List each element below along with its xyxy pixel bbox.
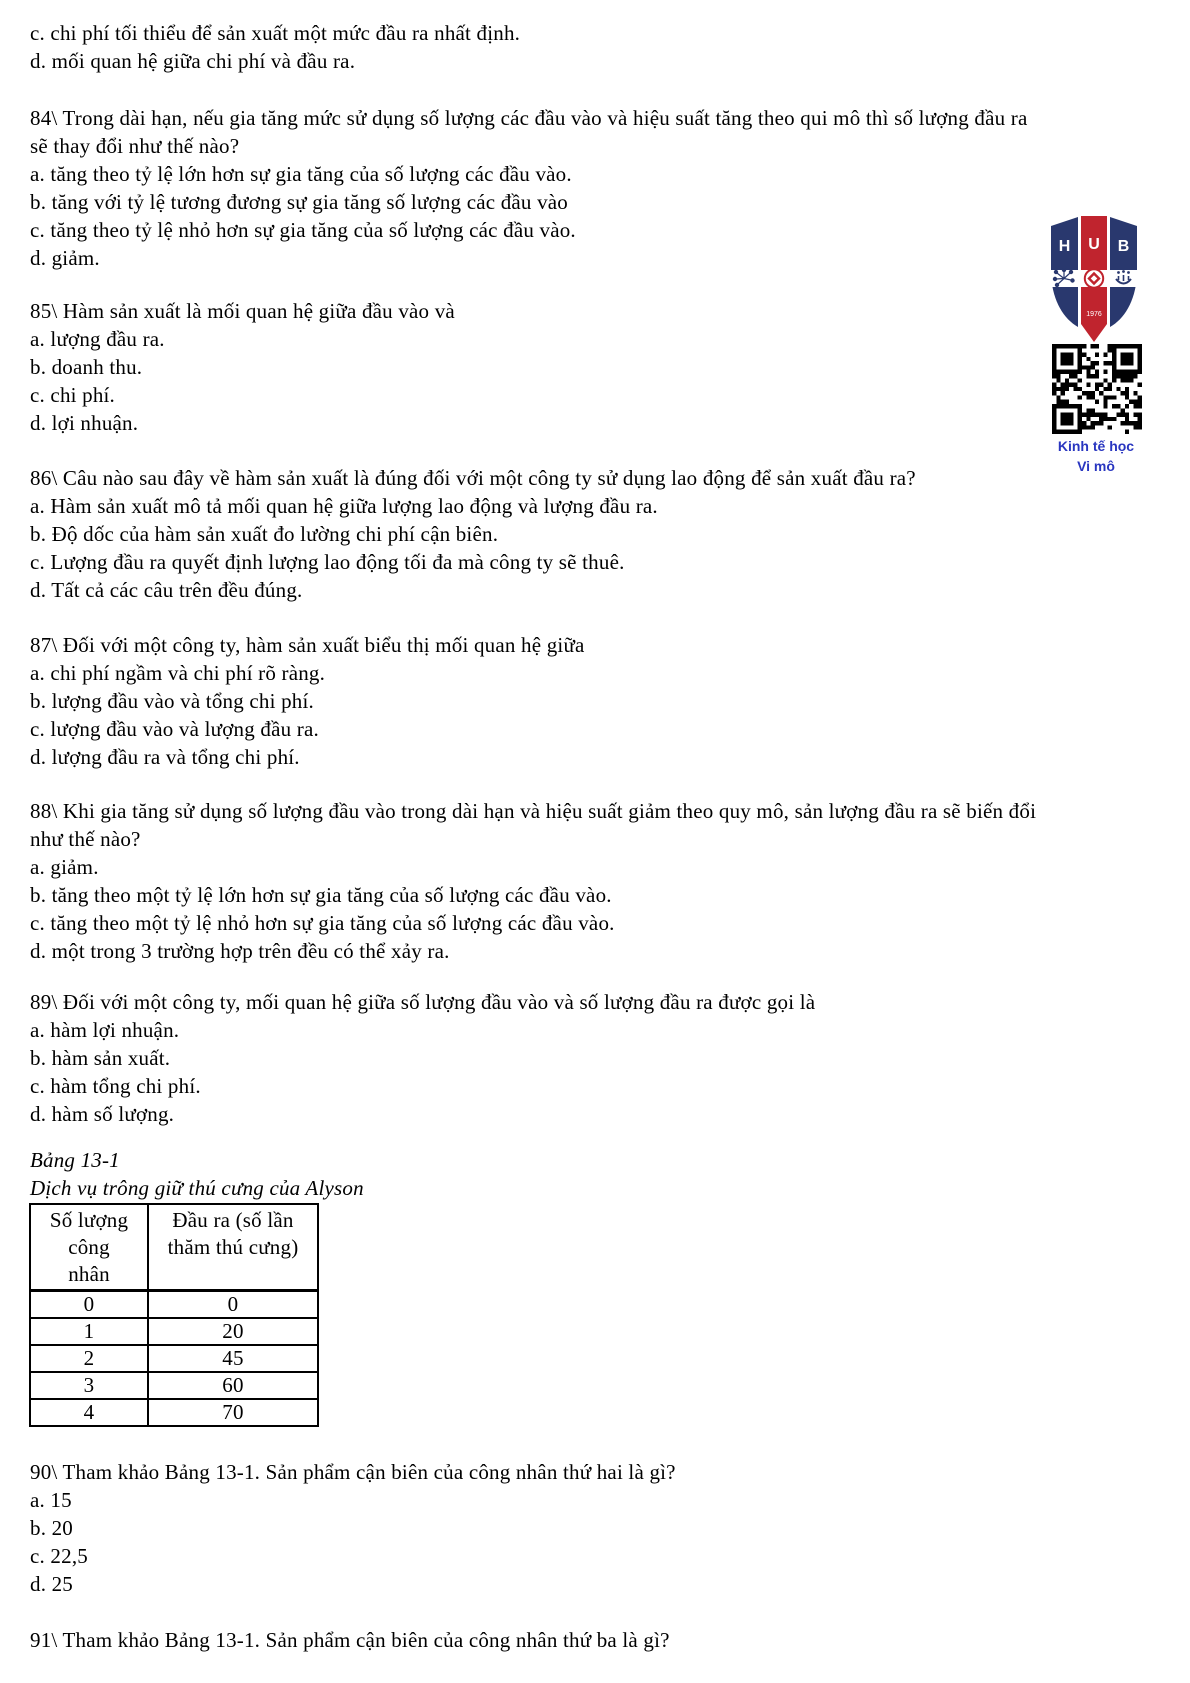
table-row: [30, 1345, 318, 1372]
cell-workers-0: 0: [30, 1291, 148, 1319]
question-89-option-c: c. hàm tổng chi phí.: [30, 1074, 201, 1098]
cell-output-2: 45: [148, 1345, 318, 1372]
question-89-option-a: a. hàm lợi nhuận.: [30, 1018, 180, 1042]
hub-university-logo: [1051, 212, 1137, 344]
question-90-option-b: b. 20: [30, 1516, 73, 1540]
table-13-1-caption: [30, 1146, 1180, 1202]
header-workers-line-3: nhân: [68, 1262, 110, 1286]
question-90-option-a: a. 15: [30, 1488, 72, 1512]
question-block-87: [30, 631, 1180, 771]
cell-workers-2: 2: [30, 1345, 148, 1372]
cell-output-3: 60: [148, 1372, 318, 1399]
logo-letter-u: U: [1088, 236, 1100, 253]
question-87-option-c: c. lượng đầu vào và lượng đầu ra.: [30, 717, 319, 741]
table-header-output: [148, 1204, 318, 1291]
header-output-line-2: thăm thú cưng): [167, 1235, 299, 1259]
table-13-1: [29, 1203, 319, 1427]
question-84-option-b: b. tăng với tỷ lệ tương đương sự gia tăng số lượng các đầu vào: [30, 190, 569, 214]
question-89-option-d: d. hàm số lượng.: [30, 1102, 175, 1126]
question-88-text-line-1: 88\ Khi gia tăng sử dụng số lượng đầu vào trong dài hạn và hiệu suất giảm theo quy mô, sản lượng đầu ra sẽ biến đổi: [30, 799, 1037, 823]
table-header-row: [30, 1204, 318, 1291]
cell-workers-4: 4: [30, 1399, 148, 1426]
question-88-option-b: b. tăng theo một tỷ lệ lớn hơn sự gia tăng của số lượng các đầu vào.: [30, 883, 612, 907]
question-91-text: 91\ Tham khảo Bảng 13-1. Sản phẩm cận biên của công nhân thứ ba là gì?: [30, 1628, 670, 1652]
question-86-option-a: a. Hàm sản xuất mô tả mối quan hệ giữa lượng lao động và lượng đầu ra.: [30, 494, 658, 518]
question-83-option-d: d. mối quan hệ giữa chi phí và đầu ra.: [30, 49, 356, 73]
hub-shield-icon: [1051, 212, 1137, 344]
table-header-workers: [30, 1204, 148, 1291]
question-88-option-a: a. giảm.: [30, 855, 99, 879]
question-90-option-d: d. 25: [30, 1572, 73, 1596]
question-87-option-d: d. lượng đầu ra và tổng chi phí.: [30, 745, 300, 769]
question-block-90: [30, 1458, 1180, 1598]
previous-question-options: [30, 19, 1180, 75]
course-caption-line-1: Kinh tế học: [1057, 438, 1135, 454]
logo-year: 1976: [1086, 311, 1102, 318]
question-84-text-line-1: 84\ Trong dài hạn, nếu gia tăng mức sử dụng số lượng các đầu vào và hiệu suất tăng theo qui mô thì số lượng đầu ra: [30, 106, 1028, 130]
cell-workers-3: 3: [30, 1372, 148, 1399]
question-85-option-b: b. doanh thu.: [30, 355, 143, 379]
question-84-option-c: c. tăng theo tỷ lệ nhỏ hơn sự gia tăng của số lượng các đầu vào.: [30, 218, 576, 242]
question-88-text-line-2: như thế nào?: [30, 827, 141, 851]
question-90-text: 90\ Tham khảo Bảng 13-1. Sản phẩm cận biên của công nhân thứ hai là gì?: [30, 1460, 676, 1484]
question-89-option-b: b. hàm sản xuất.: [30, 1046, 171, 1070]
question-86-text: 86\ Câu nào sau đây về hàm sản xuất là đúng đối với một công ty sử dụng lao động để sản xuất đầu ra?: [30, 466, 916, 490]
question-87-option-b: b. lượng đầu vào và tổng chi phí.: [30, 689, 314, 713]
table-row: [30, 1372, 318, 1399]
question-88-option-c: c. tăng theo một tỷ lệ nhỏ hơn sự gia tăng của số lượng các đầu vào.: [30, 911, 615, 935]
diamond-emblem-icon: [1085, 269, 1103, 287]
question-87-option-a: a. chi phí ngầm và chi phí rõ ràng.: [30, 661, 326, 685]
question-85-option-d: d. lợi nhuận.: [30, 411, 139, 435]
question-84-text-line-2: sẽ thay đổi như thế nào?: [30, 134, 240, 158]
question-block-84: [30, 104, 1180, 272]
question-85-text: 85\ Hàm sản xuất là mối quan hệ giữa đầu vào và: [30, 299, 455, 323]
question-83-option-c: c. chi phí tối thiểu để sản xuất một mức đầu ra nhất định.: [30, 21, 521, 45]
question-86-option-c: c. Lượng đầu ra quyết định lượng lao động tối đa mà công ty sẽ thuê.: [30, 550, 625, 574]
question-84-option-d: d. giảm.: [30, 246, 100, 270]
question-86-option-b: b. Độ dốc của hàm sản xuất đo lường chi phí cận biên.: [30, 522, 499, 546]
question-84-option-a: a. tăng theo tỷ lệ lớn hơn sự gia tăng của số lượng các đầu vào.: [30, 162, 572, 186]
question-88-option-d: d. một trong 3 trường hợp trên đều có thể xảy ra.: [30, 939, 450, 963]
cell-output-0: 0: [148, 1291, 318, 1319]
cell-workers-1: 1: [30, 1318, 148, 1345]
logo-letter-b: B: [1117, 238, 1130, 255]
question-85-option-a: a. lượng đầu ra.: [30, 327, 165, 351]
question-block-89: [30, 988, 1180, 1128]
table-caption-title: Bảng 13-1: [30, 1148, 120, 1172]
question-block-86: [30, 464, 1180, 604]
course-caption-line-2: Vi mô: [1077, 458, 1115, 474]
header-workers-line-1: Số lượng: [49, 1208, 129, 1232]
cell-output-4: 70: [148, 1399, 318, 1426]
question-block-88: [30, 797, 1180, 965]
question-86-option-d: d. Tất cả các câu trên đều đúng.: [30, 578, 303, 602]
question-block-91: [30, 1626, 1180, 1654]
table-row: [30, 1399, 318, 1426]
question-85-option-c: c. chi phí.: [30, 383, 116, 407]
header-output-line-1: Đầu ra (số lần: [172, 1208, 294, 1232]
question-90-option-c: c. 22,5: [30, 1544, 88, 1568]
table-row: [30, 1318, 318, 1345]
question-block-85: [30, 297, 1180, 437]
question-89-text: 89\ Đối với một công ty, mối quan hệ giữa số lượng đầu vào và số lượng đầu ra được gọi là: [30, 990, 816, 1014]
table-caption-subtitle: Dịch vụ trông giữ thú cưng của Alyson: [30, 1176, 364, 1200]
table-row: [30, 1291, 318, 1319]
question-87-text: 87\ Đối với một công ty, hàm sản xuất biểu thị mối quan hệ giữa: [30, 633, 585, 657]
header-workers-line-2: công: [68, 1235, 110, 1259]
qr-code-icon: [1052, 344, 1142, 434]
qr-code: [1052, 344, 1142, 434]
cell-output-1: 20: [148, 1318, 318, 1345]
logo-letter-h: H: [1058, 238, 1071, 255]
